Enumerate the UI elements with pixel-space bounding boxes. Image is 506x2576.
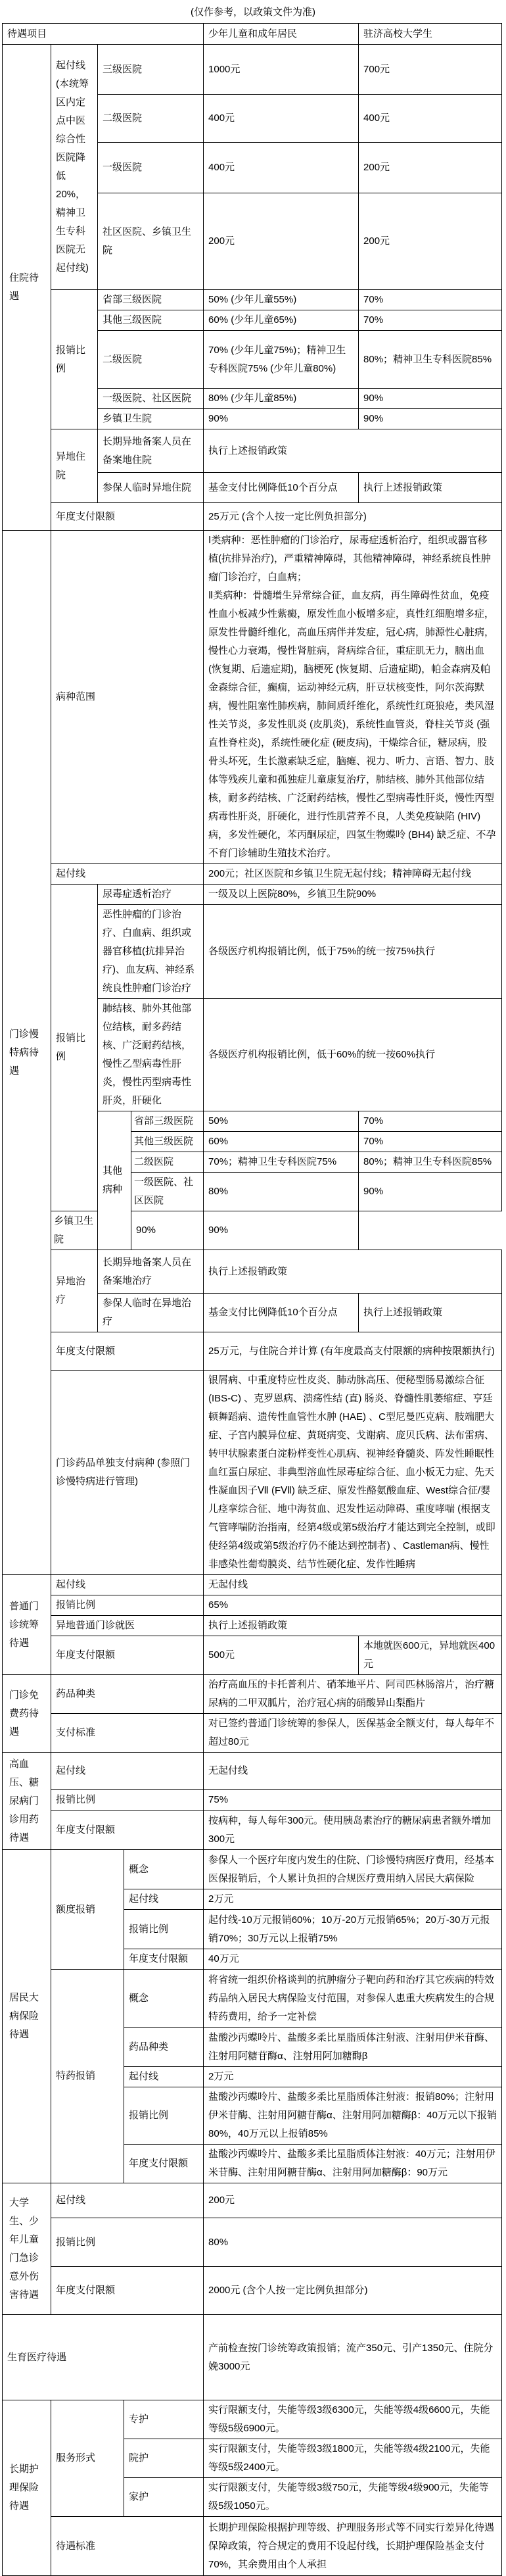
group-label-service-form: 服务形式 xyxy=(51,2400,124,2517)
value-merged: 起付线-10万元报销60%；10万-20万元报销65%；20万-30万元报销70%；30万元以上报销75% xyxy=(204,1910,502,1949)
group-label-remote-hospitalization: 异地住院 xyxy=(51,429,98,503)
tier-label: 一级医院、社区医院 xyxy=(98,389,204,409)
value-merged: 实行限额支付，失能等级3级6300元，失能等级4级6600元，失能等级5级6900元。 xyxy=(204,2400,502,2439)
value-merged: 各级医疗机构报销比例，低于75%的统一按75%执行 xyxy=(204,905,502,999)
row-label: 药品种类 xyxy=(51,1675,204,1714)
table-row xyxy=(3,885,502,905)
row-label: 长期异地备案人员在备案地住院 xyxy=(98,429,204,473)
value-b: 80%；精神卫生专科医院85% xyxy=(359,331,502,389)
value-a: 80% xyxy=(204,1173,359,1211)
table-row xyxy=(3,503,502,531)
value-a: 基金支付比例降低10个百分点 xyxy=(204,473,359,503)
table-row xyxy=(3,1595,502,1616)
value-b: 本地就医600元，异地就医400元 xyxy=(359,1636,502,1675)
value-a: 60% xyxy=(204,1132,359,1152)
row-label: 起付线 xyxy=(51,2183,204,2218)
row-label-treatment-standard: 待遇标准 xyxy=(51,2517,204,2576)
value-a: 60% (少年儿童65%) xyxy=(204,310,359,331)
table-row xyxy=(3,1850,502,1889)
row-label: 报销比例 xyxy=(124,1910,204,1949)
value-merged: 治疗高血压的卡托普利片、硝苯地平片、阿司匹林肠溶片，治疗糖尿病的二甲双胍片，治疗冠心病的硝酸异山梨酯片 xyxy=(204,1675,502,1714)
value-merged: 2万元 xyxy=(204,2067,502,2087)
value-a: 500元 xyxy=(204,1636,359,1675)
value-merged: 按病种，每人每年300元。使用胰岛素治疗的糖尿病患者额外增加300元 xyxy=(204,1810,502,1850)
row-label-annual-limit: 年度支付限额 xyxy=(51,1636,204,1675)
value-a: 70% (少年儿童75%)；精神卫生专科医院75% (少年儿童80%) xyxy=(204,331,359,389)
table-row xyxy=(3,290,502,310)
row-label: 恶性肿瘤的门诊治疗、白血病、组织或器官移植(抗排异治疗)、血友病、神经系统良性肿瘤门诊治疗 xyxy=(98,905,204,999)
value-b: 80%；精神卫生专科医院85% xyxy=(359,1152,502,1173)
table-header-row xyxy=(3,24,502,45)
value-merged: 2000元 (含个人按一定比例负担部分) xyxy=(204,2267,502,2315)
value-b: 70% xyxy=(359,290,502,310)
table-row xyxy=(3,2315,502,2400)
tier-label: 省部三级医院 xyxy=(98,290,204,310)
row-label: 年度支付限额 xyxy=(124,1949,204,1970)
value-b: 90% xyxy=(359,389,502,409)
value-b: 执行上述报销政策 xyxy=(359,1294,502,1332)
value-b: 90% xyxy=(204,1211,359,1250)
value-merged: 执行上述报销政策 xyxy=(204,1616,502,1636)
value-merged: 无起付线 xyxy=(204,1575,502,1595)
row-label: 尿毒症透析治疗 xyxy=(98,885,204,905)
value-a: 400元 xyxy=(204,95,359,143)
value-merged: 200元；社区医院和乡镇卫生院无起付线；精神障碍无起付线 xyxy=(204,864,502,885)
row-label: 报销比例 xyxy=(51,1595,204,1616)
header-treatment-item: 待遇项目 xyxy=(3,24,204,45)
row-label: 起付线 xyxy=(51,1753,204,1790)
value-b: 200元 xyxy=(359,193,502,290)
value-b: 90% xyxy=(359,409,502,429)
value-merged: 25万元 (含个人按一定比例负担部分) xyxy=(204,503,502,531)
value-merged: 25万元，与住院合并计算 (有年度最高支付限额的病种按限额执行) xyxy=(204,1332,502,1371)
table-row xyxy=(3,1371,502,1575)
value-merged: 盐酸沙丙蝶呤片、盐酸多柔比星脂质体注射液：40万元；注射用伊米苷酶、注射用阿糖苷酶α、注射用阿加糖酶β：90万元 xyxy=(204,2145,502,2183)
tier-label: 二级医院 xyxy=(98,331,204,389)
row-label: 参保人临时异地住院 xyxy=(98,473,204,503)
value-a: 200元 xyxy=(204,193,359,290)
group-label-reimbursement-ratio: 报销比例 xyxy=(51,885,98,1211)
table-row xyxy=(3,1790,502,1810)
value-a: 80% (少年儿童85%) xyxy=(204,389,359,409)
tier-label: 其他三级医院 xyxy=(98,310,204,331)
section-label-hospitalization: 住院待遇 xyxy=(3,45,51,531)
table-row xyxy=(3,864,502,885)
value-merged: 各级医疗机构报销比例，低于60%的统一按60%执行 xyxy=(204,999,502,1111)
row-label-separate-payment-drugs: 门诊药品单独支付病种 (参照门诊慢特病进行管理) xyxy=(51,1371,204,1575)
tier-label: 一级医院、社区医院 xyxy=(131,1173,204,1211)
section-label-chronic-outpatient: 门诊慢特病待遇 xyxy=(3,531,51,1575)
row-label: 概念 xyxy=(124,1850,204,1889)
row-label-annual-limit: 年度支付限额 xyxy=(51,503,204,531)
value-merged: 40万元 xyxy=(204,1949,502,1970)
row-label: 报销比例 xyxy=(51,2218,204,2267)
header-children-adult-residents: 少年儿童和成年居民 xyxy=(204,24,359,45)
tier-label: 乡镇卫生院 xyxy=(51,1211,98,1250)
value-merged: 产前检查按门诊统筹政策报销；流产350元、引产1350元、住院分娩3000元 xyxy=(204,2315,502,2400)
table-row xyxy=(3,1970,502,2028)
row-label: 起付线 xyxy=(124,1889,204,1910)
group-label-remote-treatment: 异地治疗 xyxy=(51,1250,98,1332)
table-row xyxy=(3,2218,502,2267)
tier-label: 一级医院 xyxy=(98,143,204,193)
tier-label: 其他三级医院 xyxy=(131,1132,204,1152)
value-b: 700元 xyxy=(359,45,502,95)
row-label: 肺结核、肺外其他部位结核，耐多药结核、广泛耐药结核，慢性乙型病毒性肝炎，慢性丙型病毒性肝炎，肝硬化 xyxy=(98,999,204,1111)
value-merged: 对已签约普通门诊统筹的参保人，医保基金全额支付，每人每年不超过80元 xyxy=(204,1714,502,1753)
value-merged: 一级及以上医院80%，乡镇卫生院90% xyxy=(204,885,502,905)
group-label-deductible: 起付线 (本统筹区内定点中医综合性医院降低20%，精神卫生专科医院无起付线) xyxy=(51,45,98,290)
row-label: 参保人临时在异地治疗 xyxy=(98,1294,204,1332)
value-merged: 长期护理保险根据护理等级、护理服务形式等不同实行差异化待遇保障政策，符合规定的费用不设起付线，长期护理保险基金支付70%，其余费用由个人承担 xyxy=(204,2517,502,2576)
section-label-accident: 大学生、少年儿童门急诊意外伤害待遇 xyxy=(3,2183,51,2315)
row-label-deductible: 起付线 xyxy=(51,864,204,885)
value-a: 1000元 xyxy=(204,45,359,95)
value-merged: 执行上述报销政策 xyxy=(204,1250,502,1294)
value-merged: 执行上述报销政策 xyxy=(204,429,502,473)
disease-class1-text: Ⅰ类病种：恶性肿瘤的门诊治疗，尿毒症透析治疗，组织或器官移植(抗排异治疗)，严重精神障碍，其他精神障碍，神经系统良性肿瘤门诊治疗，白血病； xyxy=(208,535,492,583)
tier-label: 二级医院 xyxy=(131,1152,204,1173)
value-merged: 200元 xyxy=(204,2183,502,2218)
table-row xyxy=(3,531,502,864)
value-a: 基金支付比例降低10个百分点 xyxy=(204,1294,359,1332)
row-label: 年度支付限额 xyxy=(51,1810,204,1850)
tier-label: 三级医院 xyxy=(98,45,204,95)
tier-label: 社区医院、乡镇卫生院 xyxy=(98,193,204,290)
value-merged: 盐酸沙丙蝶呤片、盐酸多柔比星脂质体注射液、注射用伊米苷酶、注射用阿糖苷酶α、注射用阿加糖酶β xyxy=(204,2028,502,2067)
section-label-long-term-care: 长期护理保险待遇 xyxy=(3,2400,51,2576)
table-row xyxy=(3,1636,502,1675)
table-row xyxy=(3,1714,502,1753)
table-row xyxy=(3,1753,502,1790)
table-row xyxy=(3,2267,502,2315)
table-row xyxy=(3,1810,502,1850)
value-merged: 75% xyxy=(204,1790,502,1810)
value-b: 70% xyxy=(359,1111,502,1132)
section-label-htn-dm-drugs: 高血压、糖尿病门诊用药待遇 xyxy=(3,1753,51,1850)
table-row xyxy=(3,1332,502,1371)
group-label-special-drugs: 特药报销 xyxy=(51,1970,124,2183)
group-label-quota-reimbursement: 额度报销 xyxy=(51,1850,124,1970)
value-merged: 将省统一组织价格谈判的抗肿瘤分子靶向药和治疗其它疾病的特效药品纳入居民大病保险支付范围，对参保人患重大疾病发生的合规特药费用，给予一定补偿 xyxy=(204,1970,502,2028)
group-label-other-diseases: 其他病种 xyxy=(98,1111,131,1250)
row-label: 年度支付限额 xyxy=(124,2145,204,2183)
row-label: 年度支付限额 xyxy=(51,2267,204,2315)
value-b: 90% xyxy=(359,1173,502,1211)
row-label: 概念 xyxy=(124,1970,204,2028)
table-row xyxy=(3,2183,502,2218)
value-a: 70%；精神卫生专科医院75% xyxy=(204,1152,359,1173)
row-label: 起付线 xyxy=(124,2067,204,2087)
value-merged: 参保人一个医疗年度内发生的住院、门诊慢特病医疗费用，经基本医保报销后，个人累计负担的合规医疗费用纳入居民大病保险 xyxy=(204,1850,502,1889)
value-a: 90% xyxy=(204,409,359,429)
value-merged: 盐酸沙丙蝶呤片、盐酸多柔比星脂质体注射液：报销80%；注射用伊米苷酶、注射用阿糖苷酶α、注射用阿加糖酶β：40万元以下报销80%，40万元以上报销85% xyxy=(204,2087,502,2145)
benefits-table xyxy=(2,23,502,2576)
tier-label: 二级医院 xyxy=(98,95,204,143)
group-label-reimbursement-ratio: 报销比例 xyxy=(51,290,98,429)
value-a: 400元 xyxy=(204,143,359,193)
table-row xyxy=(3,1616,502,1636)
table-row xyxy=(3,1211,502,1250)
value-merged: 无起付线 xyxy=(204,1753,502,1790)
header-college-students: 驻济高校大学生 xyxy=(359,24,502,45)
value-merged: 实行限额支付，失能等级3级1800元，失能等级4级2100元，失能等级5级2400元。 xyxy=(204,2439,502,2478)
row-label: 报销比例 xyxy=(51,1790,204,1810)
table-row xyxy=(3,1675,502,1714)
row-label: 支付标准 xyxy=(51,1714,204,1753)
section-label-ordinary-outpatient: 普通门诊统筹待遇 xyxy=(3,1575,51,1675)
row-label: 报销比例 xyxy=(124,2087,204,2145)
row-label: 专护 xyxy=(124,2400,204,2439)
row-label: 起付线 xyxy=(51,1575,204,1595)
row-label: 家护 xyxy=(124,2478,204,2517)
disease-class2-text: Ⅱ类病种：骨髓增生异常综合征，血友病，再生障碍性贫血，免疫性血小板减少性紫癜，原发性血小板增多症，真性红细胞增多症，原发性骨髓纤维化，高血压病伴并发症，冠心病，肺源性心脏病，慢性心力衰竭，慢性肾脏病，肾病综合征，重症肌无力，脑出血 (恢复期、后遗症期)，脑梗死 (恢复期、后遗症期)，帕金森病及帕金森综合征，癫痫，运动神经元病，肝豆状核变性，阿尔茨海默病，慢性阻塞性肺疾病，肺间质纤维化，系统性红斑狼疮，类风湿性关节炎，多发性肌炎 (皮肌炎)，系统性血管炎，脊柱关节炎 (强直性脊柱炎)，系统性硬化症 (硬皮病)，干燥综合征，糖尿病，股骨头坏死，生长激素缺乏症，脑瘫、视力、听力、言语、智力、肢体等残疾儿童和孤独症儿童康复治疗，肺结核、肺外其他部位结核，耐多药结核、广泛耐药结核，慢性乙型病毒性肝炎，慢性丙型病毒性肝炎，肝硬化，进行性肌营养不良，人类免疫缺陷 (HIV) 病，多发性硬化，苯丙酮尿症，四氢生物蝶呤 (BH4) 缺乏症、不孕不育门诊辅助生殖技术治疗。 xyxy=(208,590,496,859)
value-merged: 银屑病、中重度特应性皮炎、肺动脉高压、便秘型肠易激综合征 (IBS-C) 、克罗恩病、溃疡性结 (直) 肠炎、脊髓性肌萎缩症、亨廷顿舞蹈病、遗传性血管性水肿 (HAE) 、C型尼曼匹克病、肢端肥大症、子宫内膜异位症、黄斑病变、戈谢病、庞贝氏病、法布雷病、转甲状腺素蛋白淀粉样变性心肌病、视神经脊髓炎、阵发性睡眠性血红蛋白尿症、非典型溶血性尿毒症综合征、血小板无力症、先天性凝血因子Ⅶ (FⅦ) 缺乏症、原发性酪氨酸血症、West综合征/婴儿痉挛综合征、地中海贫血、迟发性运动障碍、重度哮喘 (根据支气管哮喘防治指南，经第4级或第5级治疗才能达到完全控制，或即使经第4级或第5级治疗仍不能达到控制者) 、Castleman病、慢性非感染性葡萄膜炎、结节性硬化症、发作性睡病 xyxy=(204,1371,502,1575)
value-merged: 2万元 xyxy=(204,1889,502,1910)
value-merged: 实行限额支付，失能等级3级750元，失能等级4级900元，失能等级5级1050元。 xyxy=(204,2478,502,2517)
page-title: (仅作参考，以政策文件为准) xyxy=(191,7,315,18)
table-row xyxy=(3,1250,502,1294)
row-label: 药品种类 xyxy=(124,2028,204,2067)
table-row xyxy=(3,429,502,473)
row-label: 异地普通门诊就医 xyxy=(51,1616,204,1636)
value-b: 执行上述报销政策 xyxy=(359,473,502,503)
value-b: 70% xyxy=(359,1132,502,1152)
section-label-major-illness: 居民大病保险待遇 xyxy=(3,1850,51,2183)
value-b: 200元 xyxy=(359,143,502,193)
row-label: 长期异地备案人员在备案地治疗 xyxy=(98,1250,204,1294)
value-merged: 80% xyxy=(204,2218,502,2267)
table-row xyxy=(3,1575,502,1595)
row-label: 院护 xyxy=(124,2439,204,2478)
table-row xyxy=(3,2400,502,2439)
section-label-free-drugs: 门诊免费药待遇 xyxy=(3,1675,51,1753)
value-a: 90% xyxy=(131,1211,204,1250)
value-merged xyxy=(204,531,502,864)
tier-label: 省部三级医院 xyxy=(131,1111,204,1132)
section-label-maternity: 生育医疗待遇 xyxy=(3,2315,204,2400)
value-b: 400元 xyxy=(359,95,502,143)
row-label-annual-limit: 年度支付限额 xyxy=(51,1332,204,1371)
value-a: 50% xyxy=(204,1111,359,1132)
table-row xyxy=(3,2517,502,2576)
row-label-disease-scope: 病种范围 xyxy=(51,531,204,864)
tier-label: 乡镇卫生院 xyxy=(98,409,204,429)
value-a: 50% (少年儿童55%) xyxy=(204,290,359,310)
value-b: 70% xyxy=(359,310,502,331)
table-row xyxy=(3,45,502,95)
value-merged: 65% xyxy=(204,1595,502,1616)
